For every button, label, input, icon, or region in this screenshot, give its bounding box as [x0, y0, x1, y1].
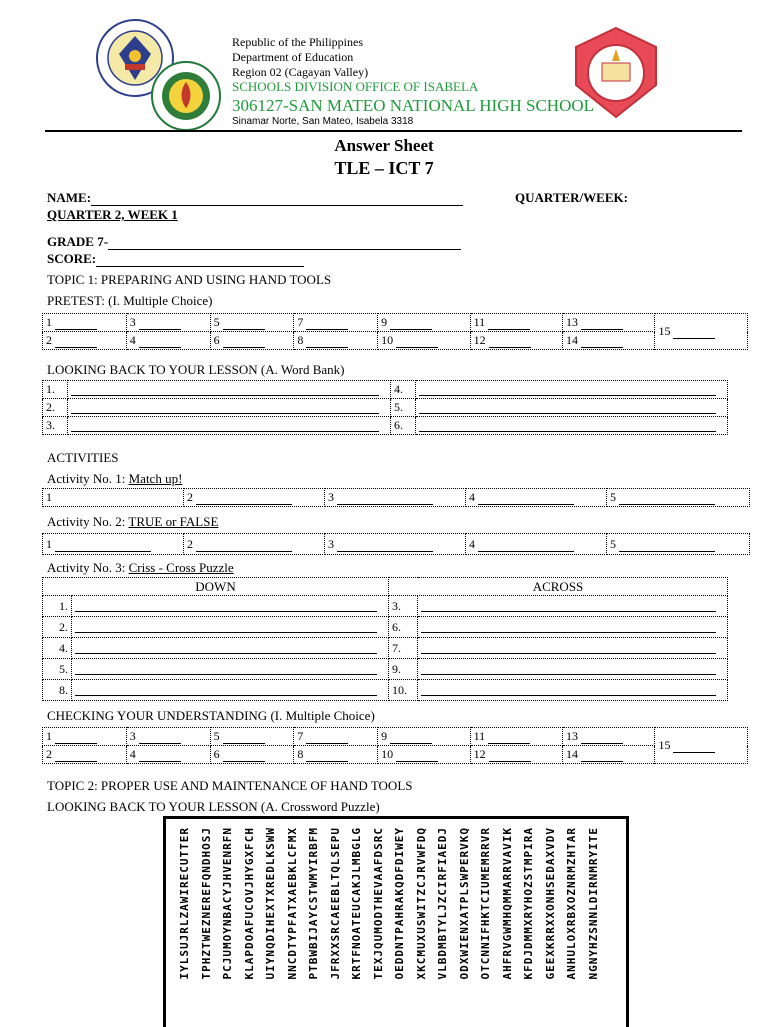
activity3-heading — [47, 560, 234, 576]
answer-cell[interactable]: 1 — [43, 489, 184, 507]
word-bank-answer[interactable] — [68, 417, 391, 435]
division-seal-logo — [150, 60, 222, 132]
looking-back-heading: LOOKING BACK TO YOUR LESSON (A. Word Bank) — [47, 362, 345, 377]
answer-cell[interactable]: 2 — [184, 534, 325, 555]
activity1-grid — [42, 488, 750, 507]
down-number: 8. — [43, 680, 72, 701]
puzzle-column: PTBWBIJAYCSTWMYIRBFM — [307, 827, 320, 980]
puzzle-column: IYLSUJRLZAWIRECUTTER — [178, 827, 191, 980]
page-subtitle: TLE – ICT 7 — [334, 158, 434, 178]
across-answer[interactable] — [418, 638, 728, 659]
down-answer[interactable] — [72, 680, 389, 701]
mc-cell[interactable]: 1 — [43, 314, 127, 332]
puzzle-column: TEXJQUMODTHEVAAFDSRC — [371, 827, 385, 980]
mc-cell[interactable]: 13 — [563, 314, 655, 332]
across-answer[interactable] — [418, 680, 728, 701]
mc-cell[interactable]: 10 — [378, 332, 470, 350]
checking-heading: CHECKING YOUR UNDERSTANDING (I. Multiple Choice) — [47, 708, 375, 723]
answer-cell[interactable]: 5 — [607, 489, 750, 507]
word-bank-number: 2. — [43, 399, 68, 417]
puzzle-column: OTCNNIFHKTCIUMEMRRVR — [479, 827, 492, 980]
activity3-name: Criss - Cross Puzzle — [128, 560, 234, 575]
mc-cell-15[interactable]: 15 — [655, 314, 748, 350]
word-bank-answer[interactable] — [416, 399, 728, 417]
mc-cell[interactable]: 12 — [470, 332, 562, 350]
answer-cell[interactable]: 3 — [325, 489, 466, 507]
down-header: DOWN — [43, 578, 389, 596]
answer-cell[interactable]: 4 — [466, 534, 607, 555]
quarter-value: QUARTER 2, WEEK 1 — [47, 207, 178, 222]
score-label: SCORE: — [47, 251, 97, 266]
across-number: 10. — [389, 680, 418, 701]
pretest-heading: PRETEST: (I. Multiple Choice) — [47, 293, 213, 308]
answer-cell[interactable]: 5 — [607, 534, 750, 555]
score-field[interactable] — [47, 251, 304, 267]
header-department: Department of Education — [232, 50, 354, 64]
word-bank-number: 4. — [391, 381, 416, 399]
mc-cell[interactable]: 7 — [294, 314, 378, 332]
puzzle-column: AHFRVGWMHQMMARRVAVIK — [500, 827, 514, 980]
across-answer[interactable] — [418, 659, 728, 680]
down-answer[interactable] — [72, 617, 389, 638]
answer-cell[interactable]: 2 — [184, 489, 325, 507]
answer-cell[interactable]: 3 — [325, 534, 466, 555]
mc-cell[interactable]: 14 — [563, 746, 655, 764]
header-republic: Republic of the Philippines — [232, 35, 363, 49]
activity2-name: TRUE or FALSE — [128, 514, 219, 529]
activity3-prefix: Activity No. 3: — [47, 560, 129, 575]
puzzle-column: NNCDTYPFATXAEBKLCFMX — [285, 827, 299, 980]
across-header: ACROSS — [389, 578, 728, 596]
mc-cell[interactable]: 3 — [126, 314, 210, 332]
mc-cell[interactable]: 8 — [294, 332, 378, 350]
answer-cell[interactable]: 1 — [43, 534, 184, 555]
mc-cell[interactable]: 1 — [43, 728, 127, 746]
word-search-puzzle[interactable] — [163, 816, 629, 1027]
puzzle-column: JFRXXSRCAEEBLTQLSEPU — [328, 827, 342, 980]
grade-label: GRADE 7- — [47, 234, 109, 249]
puzzle-column: KFDJDMMXRYHOZSTMPIRA — [522, 827, 535, 980]
crisscross-grid — [42, 577, 728, 701]
name-blank[interactable] — [91, 205, 463, 206]
mc-cell[interactable]: 5 — [210, 728, 294, 746]
down-number: 2. — [43, 617, 72, 638]
mc-cell[interactable]: 6 — [210, 332, 294, 350]
puzzle-column: TPHZTWEZNEREFQNDHOSJ — [199, 827, 213, 980]
down-number: 1. — [43, 596, 72, 617]
mc-cell[interactable]: 11 — [470, 728, 562, 746]
activity1-prefix: Activity No. 1: — [47, 471, 129, 486]
down-number: 4. — [43, 638, 72, 659]
mc-cell[interactable]: 5 — [210, 314, 294, 332]
name-label: NAME: — [47, 190, 92, 205]
mc-cell[interactable]: 7 — [294, 728, 378, 746]
header-divider — [45, 130, 742, 132]
word-bank-answer[interactable] — [416, 417, 728, 435]
word-bank-answer[interactable] — [416, 381, 728, 399]
across-answer[interactable] — [418, 617, 728, 638]
checking-answer-grid — [42, 727, 748, 764]
puzzle-column: KRTFNOATEUCAKJLMBGLG — [350, 827, 363, 980]
activity2-grid — [42, 533, 750, 555]
word-bank-number: 6. — [391, 417, 416, 435]
down-number: 5. — [43, 659, 72, 680]
across-number: 6. — [389, 617, 418, 638]
mc-cell[interactable]: 11 — [470, 314, 562, 332]
puzzle-column: GEEXKRRXXONHSEDAXVDV — [543, 827, 557, 980]
mc-cell[interactable]: 2 — [43, 746, 127, 764]
across-number: 9. — [389, 659, 418, 680]
puzzle-column: ANHULOXRBXOZNRMZHTAR — [565, 827, 578, 980]
pretest-answer-grid — [42, 313, 748, 350]
topic2-heading: TOPIC 2: PROPER USE AND MAINTENANCE OF HAND TOOLS — [47, 778, 413, 793]
mc-cell[interactable]: 3 — [126, 728, 210, 746]
mc-cell[interactable]: 9 — [378, 314, 470, 332]
word-bank-number: 1. — [43, 381, 68, 399]
word-bank-number: 3. — [43, 417, 68, 435]
page-title: Answer Sheet — [334, 136, 434, 155]
mc-cell[interactable]: 10 — [378, 746, 470, 764]
across-answer[interactable] — [418, 596, 728, 617]
score-blank[interactable] — [96, 266, 304, 267]
across-number: 3. — [389, 596, 418, 617]
mc-cell[interactable]: 6 — [210, 746, 294, 764]
mc-cell[interactable]: 13 — [563, 728, 655, 746]
grade-blank[interactable] — [108, 249, 461, 250]
puzzle-column: VLBDMBTYLJZCIRFIAEDJ — [436, 827, 449, 980]
mc-cell[interactable]: 4 — [126, 332, 210, 350]
header-address: Sinamar Norte, San Mateo, Isabela 3318 — [232, 116, 414, 127]
word-bank-number: 5. — [391, 399, 416, 417]
puzzle-column: XKCMUXUSWITZCJRVWFDQ — [414, 827, 428, 980]
grade-field[interactable] — [47, 234, 461, 250]
name-field[interactable] — [47, 190, 463, 206]
header-division: SCHOOLS DIVISION OFFICE OF ISABELA — [232, 79, 479, 94]
header-region: Region 02 (Cagayan Valley) — [232, 65, 369, 79]
word-bank-answer[interactable] — [68, 381, 391, 399]
word-bank-answer[interactable] — [68, 399, 391, 417]
mc-cell[interactable]: 14 — [563, 332, 655, 350]
puzzle-column: OEDDNTPAHRAKQDFDIWEY — [393, 827, 406, 980]
activities-heading: ACTIVITIES — [47, 450, 119, 465]
looking-back2-heading: LOOKING BACK TO YOUR LESSON (A. Crossword Puzzle) — [47, 799, 380, 814]
mc-cell[interactable]: 4 — [126, 746, 210, 764]
mc-cell[interactable]: 2 — [43, 332, 127, 350]
down-answer[interactable] — [72, 659, 389, 680]
header-school: 306127-SAN MATEO NATIONAL HIGH SCHOOL — [232, 96, 595, 115]
puzzle-column: UIYNQDIHEXTXREDLKSWW — [264, 827, 277, 980]
quarter-week-label: QUARTER/WEEK: — [515, 190, 628, 205]
down-answer[interactable] — [72, 596, 389, 617]
puzzle-column: NGNYHZSNNLDIRNMRYITE — [586, 827, 600, 980]
mc-cell[interactable]: 12 — [470, 746, 562, 764]
mc-cell-15[interactable]: 15 — [655, 728, 748, 764]
answer-cell[interactable]: 4 — [466, 489, 607, 507]
puzzle-column: ODXWIENXATPLSWPERVKQ — [457, 827, 471, 980]
across-number: 7. — [389, 638, 418, 659]
down-answer[interactable] — [72, 638, 389, 659]
activity1-name: Match up! — [128, 471, 183, 486]
activity2-prefix: Activity No. 2: — [47, 514, 129, 529]
word-bank-grid — [42, 380, 728, 435]
topic1-heading: TOPIC 1: PREPARING AND USING HAND TOOLS — [47, 272, 332, 287]
activity2-heading — [47, 514, 218, 530]
mc-cell[interactable]: 8 — [294, 746, 378, 764]
mc-cell[interactable]: 9 — [378, 728, 470, 746]
puzzle-column: KLAPDOAFUCOVJHYGXFCH — [242, 827, 256, 980]
puzzle-column: PCJUMOYNBACYJHVENRFN — [221, 827, 234, 980]
activity1-heading — [47, 471, 182, 487]
